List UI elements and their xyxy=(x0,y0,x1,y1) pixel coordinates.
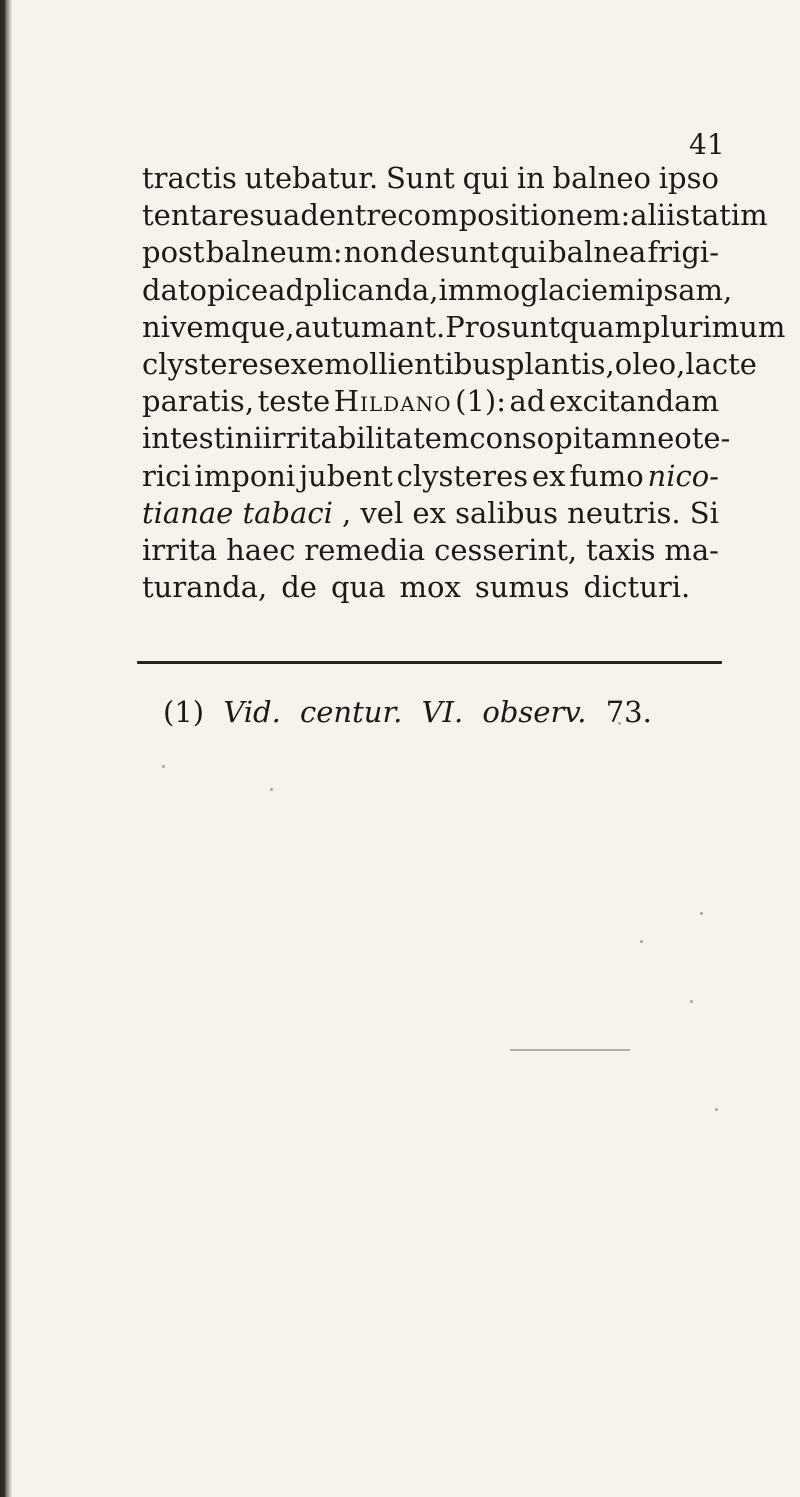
paper-speck xyxy=(162,765,165,768)
text-line: paratis, teste Hildano (1): ad excitandam xyxy=(142,383,719,420)
text-line: tentare suadent recompositionem: alii statim xyxy=(142,198,768,233)
text-line: nivemque, autumant. Prosunt quamplurimum xyxy=(142,309,786,344)
footnote-rule xyxy=(137,661,722,664)
paper-mark xyxy=(510,1049,630,1051)
text-line: turanda, de qua mox sumus dicturi. xyxy=(142,570,691,605)
text-line: tractis utebatur. Sunt qui in balneo ipso xyxy=(142,161,719,195)
footnote: (1) Vid. centur. VI. observ. 73. xyxy=(163,695,652,729)
binding-shadow xyxy=(0,0,12,1497)
text-line: post balneum: non desunt qui balnea frigi- xyxy=(142,235,719,270)
text-line: intestini irritabilitatem consopitam neote- xyxy=(142,421,731,456)
paper-speck xyxy=(690,1000,693,1003)
body-text xyxy=(142,160,786,606)
text-line: clysteres ex emollientibus plantis, oleo, lacte xyxy=(142,347,757,382)
footnote-marker: (1) xyxy=(163,695,205,729)
text-line: rici imponi jubent clysteres ex fumo nico- xyxy=(142,458,719,493)
paper-speck xyxy=(700,912,703,915)
text-line: irrita haec remedia cesserint, taxis ma- xyxy=(142,533,719,568)
page-number: 41 xyxy=(689,128,725,161)
paper-speck xyxy=(715,1108,718,1111)
author-name: Hildano xyxy=(333,384,452,419)
paper-speck xyxy=(640,940,643,943)
footnote-reference: (1): xyxy=(455,384,506,419)
paper-speck xyxy=(618,722,621,725)
text-line: tianae tabaci , vel ex salibus neutris. Si xyxy=(142,495,719,530)
text-line: da topice adplicanda, immo glaciem ipsam, xyxy=(142,272,733,307)
paper-speck xyxy=(270,788,273,791)
